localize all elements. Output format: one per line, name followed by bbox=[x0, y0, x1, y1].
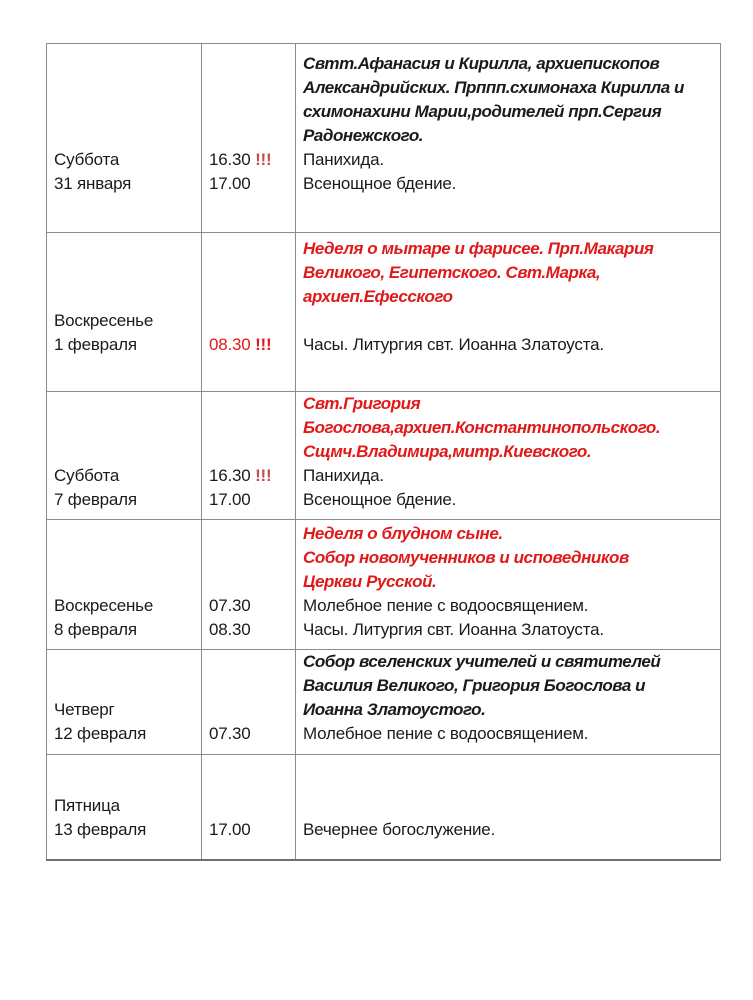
time-line bbox=[209, 464, 291, 488]
service-title-line: Свт.Григория bbox=[303, 394, 421, 413]
day-date: 12 февраля bbox=[54, 724, 147, 743]
time-line bbox=[209, 488, 291, 512]
cell-service bbox=[296, 392, 721, 520]
service-title-line: Церкви Русской. bbox=[303, 572, 437, 591]
alert-mark: !!! bbox=[255, 335, 272, 354]
blank-line bbox=[303, 309, 716, 333]
cell-time bbox=[202, 44, 296, 233]
cell-service bbox=[296, 650, 721, 755]
service-title-line: Александрийских. Прппп.схимонаха Кирилла и bbox=[303, 78, 684, 97]
day-date: 31 января bbox=[54, 174, 132, 193]
schedule-row bbox=[47, 520, 721, 650]
schedule-row bbox=[47, 650, 721, 755]
cell-day bbox=[47, 650, 202, 755]
schedule-table bbox=[46, 43, 721, 861]
service-title-line: Иоанна Златоустого. bbox=[303, 700, 486, 719]
day-name: Четверг bbox=[54, 700, 115, 719]
day-date: 7 февраля bbox=[54, 490, 137, 509]
time-line bbox=[209, 722, 291, 746]
service-line: Молебное пение с водоосвящением. bbox=[303, 724, 589, 743]
day-date: 13 февраля bbox=[54, 819, 147, 839]
day-name: Воскресенье bbox=[54, 596, 154, 615]
time-value: 07.30 bbox=[209, 724, 251, 743]
service-title-line: Собор новомученников и исповедников bbox=[303, 548, 629, 567]
cell-service bbox=[296, 755, 721, 860]
service-title-line: Богослова,архиеп.Константинопольского. bbox=[303, 418, 661, 437]
time-line bbox=[209, 594, 291, 618]
cell-time bbox=[202, 392, 296, 520]
cell-time bbox=[202, 650, 296, 755]
service-line: Панихида. bbox=[303, 466, 384, 485]
cell-time bbox=[202, 520, 296, 650]
service-title-line: Радонежского. bbox=[303, 126, 424, 145]
service-title-line: Великого, Египетского. Свт.Марка, bbox=[303, 263, 601, 282]
time-value: 16.30 bbox=[209, 466, 251, 485]
time-value: 07.30 bbox=[209, 596, 251, 615]
alert-mark: !!! bbox=[255, 466, 272, 485]
service-title-line: Свтт.Афанасия и Кирилла, архиепископов bbox=[303, 54, 660, 73]
schedule-row bbox=[47, 392, 721, 520]
day-name: Суббота bbox=[54, 466, 120, 485]
time-value: 16.30 bbox=[209, 150, 251, 169]
service-title-line: Василия Великого, Григория Богослова и bbox=[303, 676, 646, 695]
cell-time bbox=[202, 755, 296, 860]
day-name: Пятница bbox=[54, 795, 120, 815]
time-value: 08.30 bbox=[209, 335, 251, 354]
cell-service bbox=[296, 44, 721, 233]
cell-day bbox=[47, 392, 202, 520]
time-line bbox=[209, 618, 291, 642]
service-title-line: архиеп.Ефесского bbox=[303, 287, 453, 306]
cell-day bbox=[47, 233, 202, 392]
service-line: Всенощное бдение. bbox=[303, 490, 457, 509]
service-title-line: схимонахини Марии,родителей прп.Сергия bbox=[303, 102, 662, 121]
time-line bbox=[209, 818, 291, 842]
cell-service bbox=[296, 233, 721, 392]
cell-day bbox=[47, 520, 202, 650]
cell-day bbox=[47, 44, 202, 233]
schedule-row bbox=[47, 233, 721, 392]
schedule-row bbox=[47, 755, 721, 860]
schedule-row bbox=[47, 44, 721, 233]
day-name: Воскресенье bbox=[54, 311, 154, 330]
service-title-line: Сщмч.Владимира,митр.Киевского. bbox=[303, 442, 592, 461]
day-date: 8 февраля bbox=[54, 620, 137, 639]
day-date: 1 февраля bbox=[54, 335, 137, 354]
service-title-line: Неделя о мытаре и фарисее. Прп.Макария bbox=[303, 239, 654, 258]
service-title-line: Собор вселенских учителей и святителей bbox=[303, 652, 661, 671]
service-line: Панихида. bbox=[303, 150, 384, 169]
cell-time bbox=[202, 233, 296, 392]
service-title-line: Неделя о блудном сыне. bbox=[303, 524, 503, 543]
alert-mark: !!! bbox=[255, 150, 272, 169]
time-line bbox=[209, 333, 291, 357]
service-line: Часы. Литургия свт. Иоанна Златоуста. bbox=[303, 620, 604, 639]
cell-service bbox=[296, 520, 721, 650]
day-name: Суббота bbox=[54, 150, 120, 169]
time-value: 17.00 bbox=[209, 490, 251, 509]
time-value: 17.00 bbox=[209, 819, 251, 839]
service-line: Всенощное бдение. bbox=[303, 174, 457, 193]
service-line: Часы. Литургия свт. Иоанна Златоуста. bbox=[303, 335, 604, 354]
service-line: Вечернее богослужение. bbox=[303, 819, 496, 839]
time-value: 08.30 bbox=[209, 620, 251, 639]
time-line bbox=[209, 148, 291, 172]
cell-day bbox=[47, 755, 202, 860]
time-value: 17.00 bbox=[209, 174, 251, 193]
service-line: Молебное пение с водоосвящением. bbox=[303, 596, 589, 615]
time-line bbox=[209, 172, 291, 196]
